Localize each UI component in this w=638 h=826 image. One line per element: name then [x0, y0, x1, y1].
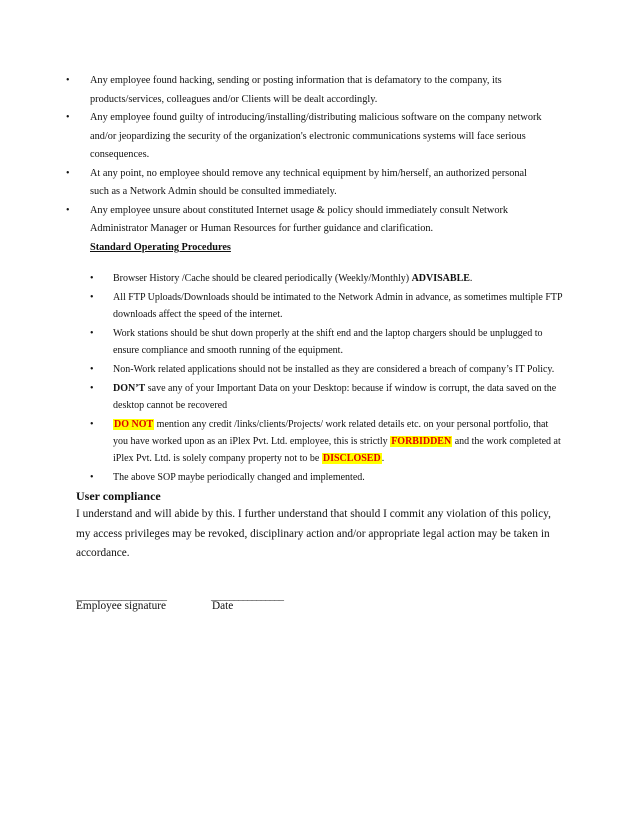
bullet-icon: • — [90, 363, 94, 375]
bullet-icon: • — [90, 291, 94, 303]
do-not-highlight: DO NOT — [114, 418, 154, 430]
bullet-icon: • — [66, 167, 70, 179]
bullet-icon: • — [90, 273, 94, 284]
list-item — [66, 165, 546, 202]
list-item — [90, 325, 565, 360]
employee-signature-label: Employee signature — [76, 600, 167, 612]
list-item — [66, 72, 546, 109]
user-compliance-text: I understand and will abide by this. I further understand that should I commit any violation of this policy, my access privileges may be revoked, disciplinary action and/or appropriate legal action may be taken in accordance. — [76, 508, 551, 559]
employee-signature-line: ____________________ — [76, 590, 166, 602]
list-item — [66, 202, 546, 239]
bullet-icon: • — [90, 382, 94, 394]
list-item: • Browser History /Cache should be cleared periodically (Weekly/Monthly) ADVISABLE. — [90, 270, 565, 287]
sop-heading: Standard Operating Procedures — [90, 242, 231, 253]
list-item — [90, 469, 565, 486]
sop-item-text: Work stations should be shut down properly at the shift end and the laptop chargers should be unplugged to ensure compliance and smooth running of the equipment. — [113, 327, 543, 357]
dont-emphasis: DON’T — [113, 382, 146, 394]
bullet-icon: • — [66, 204, 70, 216]
list-item — [90, 361, 565, 378]
list-item: • DO NOT mention any credit /links/clients/Projects/ work related details etc. on your personal portfolio, that you have worked upon as an iPlex Pvt. Ltd. employee, this is strictly FORBIDDEN and the work completed at iPlex Pvt. Ltd. is solely company property not to be DISCLOSED. — [90, 416, 565, 468]
policy-bullet-text: Any employee found guilty of introducing/installing/distributing malicious software on the company network and/or jeopardizing the security of the organization's electronic communications systems will face serious consequences. — [90, 112, 542, 160]
bullet-icon: • — [66, 75, 70, 86]
sop-item-text: mention any credit /links/clients/Projects/ work related details etc. on your personal portfolio, that you have worked upon as an iPlex Pvt. Ltd. employee, this is strictly — [113, 418, 549, 448]
forbidden-highlight: FORBIDDEN — [391, 436, 452, 448]
date-label: Date — [212, 600, 234, 612]
sop-item-text: and the work completed at iPlex Pvt. Ltd. is solely company property not to be — [113, 436, 561, 465]
list-item — [90, 380, 565, 415]
sop-item-text: save any of your Important Data on your Desktop: because if window is corrupt, the data saved on the desktop cannot be recovered — [113, 382, 557, 412]
sop-item-text: Browser History /Cache should be cleared periodically (Weekly/Monthly) — [113, 273, 410, 284]
sop-item-text: All FTP Uploads/Downloads should be intimated to the Network Admin in advance, as sometimes multiple FTP downloads affect the speed of the internet. — [113, 291, 563, 321]
sop-item-text: The above SOP maybe periodically changed and implemented. — [113, 472, 365, 484]
sop-item-text: Non-Work related applications should not be installed as they are considered a breach of company’s IT Policy. — [113, 363, 555, 375]
date-line: ________________ — [211, 590, 283, 602]
list-item — [66, 109, 546, 165]
advisable-emphasis: ADVISABLE — [411, 273, 470, 284]
bullet-icon: • — [66, 112, 70, 123]
policy-bullet-text: At any point, no employee should remove any technical equipment by him/herself, an authorized personal such as a Network Admin should be consulted immediately. — [90, 167, 527, 197]
disclosed-highlight: DISCLOSED — [322, 453, 381, 465]
bullet-icon: • — [90, 472, 94, 484]
sop-list — [90, 270, 565, 488]
bullet-icon: • — [90, 327, 94, 339]
policy-bullet-text: Any employee unsure about constituted Internet usage & policy should immediately consult Network Administrator Manager or Human Resources for further guidance and clarification. — [90, 204, 509, 234]
user-compliance-heading: User compliance — [76, 489, 161, 503]
list-item — [90, 289, 565, 324]
policy-bullet-list — [66, 72, 546, 239]
policy-bullet-text: Any employee found hacking, sending or posting information that is defamatory to the company, its products/services, colleagues and/or Clients will be dealt accordingly. — [90, 75, 502, 105]
bullet-icon: • — [90, 418, 94, 430]
